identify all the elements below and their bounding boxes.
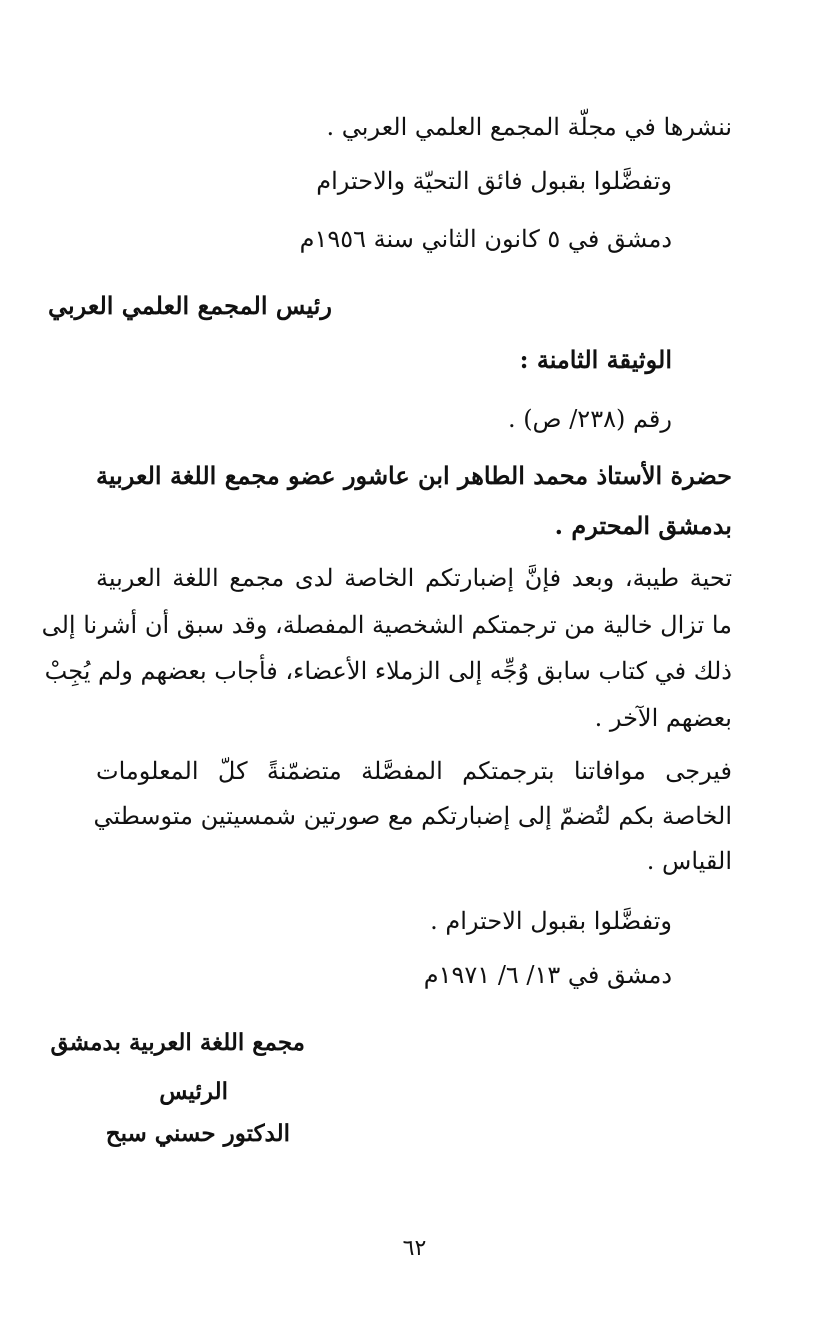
letter2-date: دمشق في ١٣/ ٦/ ١٩٧١م xyxy=(423,961,672,989)
address-line-1: حضرة الأستاذ محمد الطاهر ابن عاشور عضو مجمع اللغة العربية xyxy=(96,461,732,490)
page-number: ٦٢ xyxy=(402,1236,427,1261)
letter1-line1: ننشرها في مجلّة المجمع العلمي العربي . xyxy=(326,113,732,141)
letter1-date: دمشق في ٥ كانون الثاني سنة ١٩٥٦م xyxy=(299,225,672,253)
address-line-2: بدمشق المحترم . xyxy=(554,511,732,540)
document-heading: الوثيقة الثامنة : xyxy=(519,345,672,374)
paragraph1-line1: تحية طيبة، وبعد فإنَّ إضبارتكم الخاصة لدى مجمع اللغة العربية xyxy=(96,564,732,592)
paragraph2-line2: الخاصة بكم لتُضمّ إلى إضبارتكم مع صورتين شمسيتين متوسطتي xyxy=(93,802,732,830)
reference-number: رقم (٢٣٨/ ص) . xyxy=(507,405,672,433)
letter1-closing: وتفضَّلوا بقبول فائق التحيّة والاحترام xyxy=(316,167,672,195)
signature-title: الرئيس xyxy=(159,1078,228,1105)
paragraph1-line2: ما تزال خالية من ترجمتكم الشخصية المفصلة، وقد سبق أن أشرنا إلى xyxy=(41,611,732,639)
signature-institution: مجمع اللغة العربية بدمشق xyxy=(50,1029,305,1056)
letter2-closing: وتفضَّلوا بقبول الاحترام . xyxy=(430,907,672,935)
paragraph2-line1: فيرجى موافاتنا بترجمتكم المفصَّلة متضمّنةً كلّ المعلومات xyxy=(96,757,732,785)
paragraph2-line3: القياس . xyxy=(646,847,732,875)
paragraph1-line4: بعضهم الآخر . xyxy=(594,704,732,732)
paragraph1-line3: ذلك في كتاب سابق وُجِّه إلى الزملاء الأعضاء، فأجاب بعضهم ولم يُجِبْ xyxy=(44,657,732,685)
signature-name: الدكتور حسني سبح xyxy=(105,1120,290,1147)
letter1-signature: رئيس المجمع العلمي العربي xyxy=(47,291,332,320)
